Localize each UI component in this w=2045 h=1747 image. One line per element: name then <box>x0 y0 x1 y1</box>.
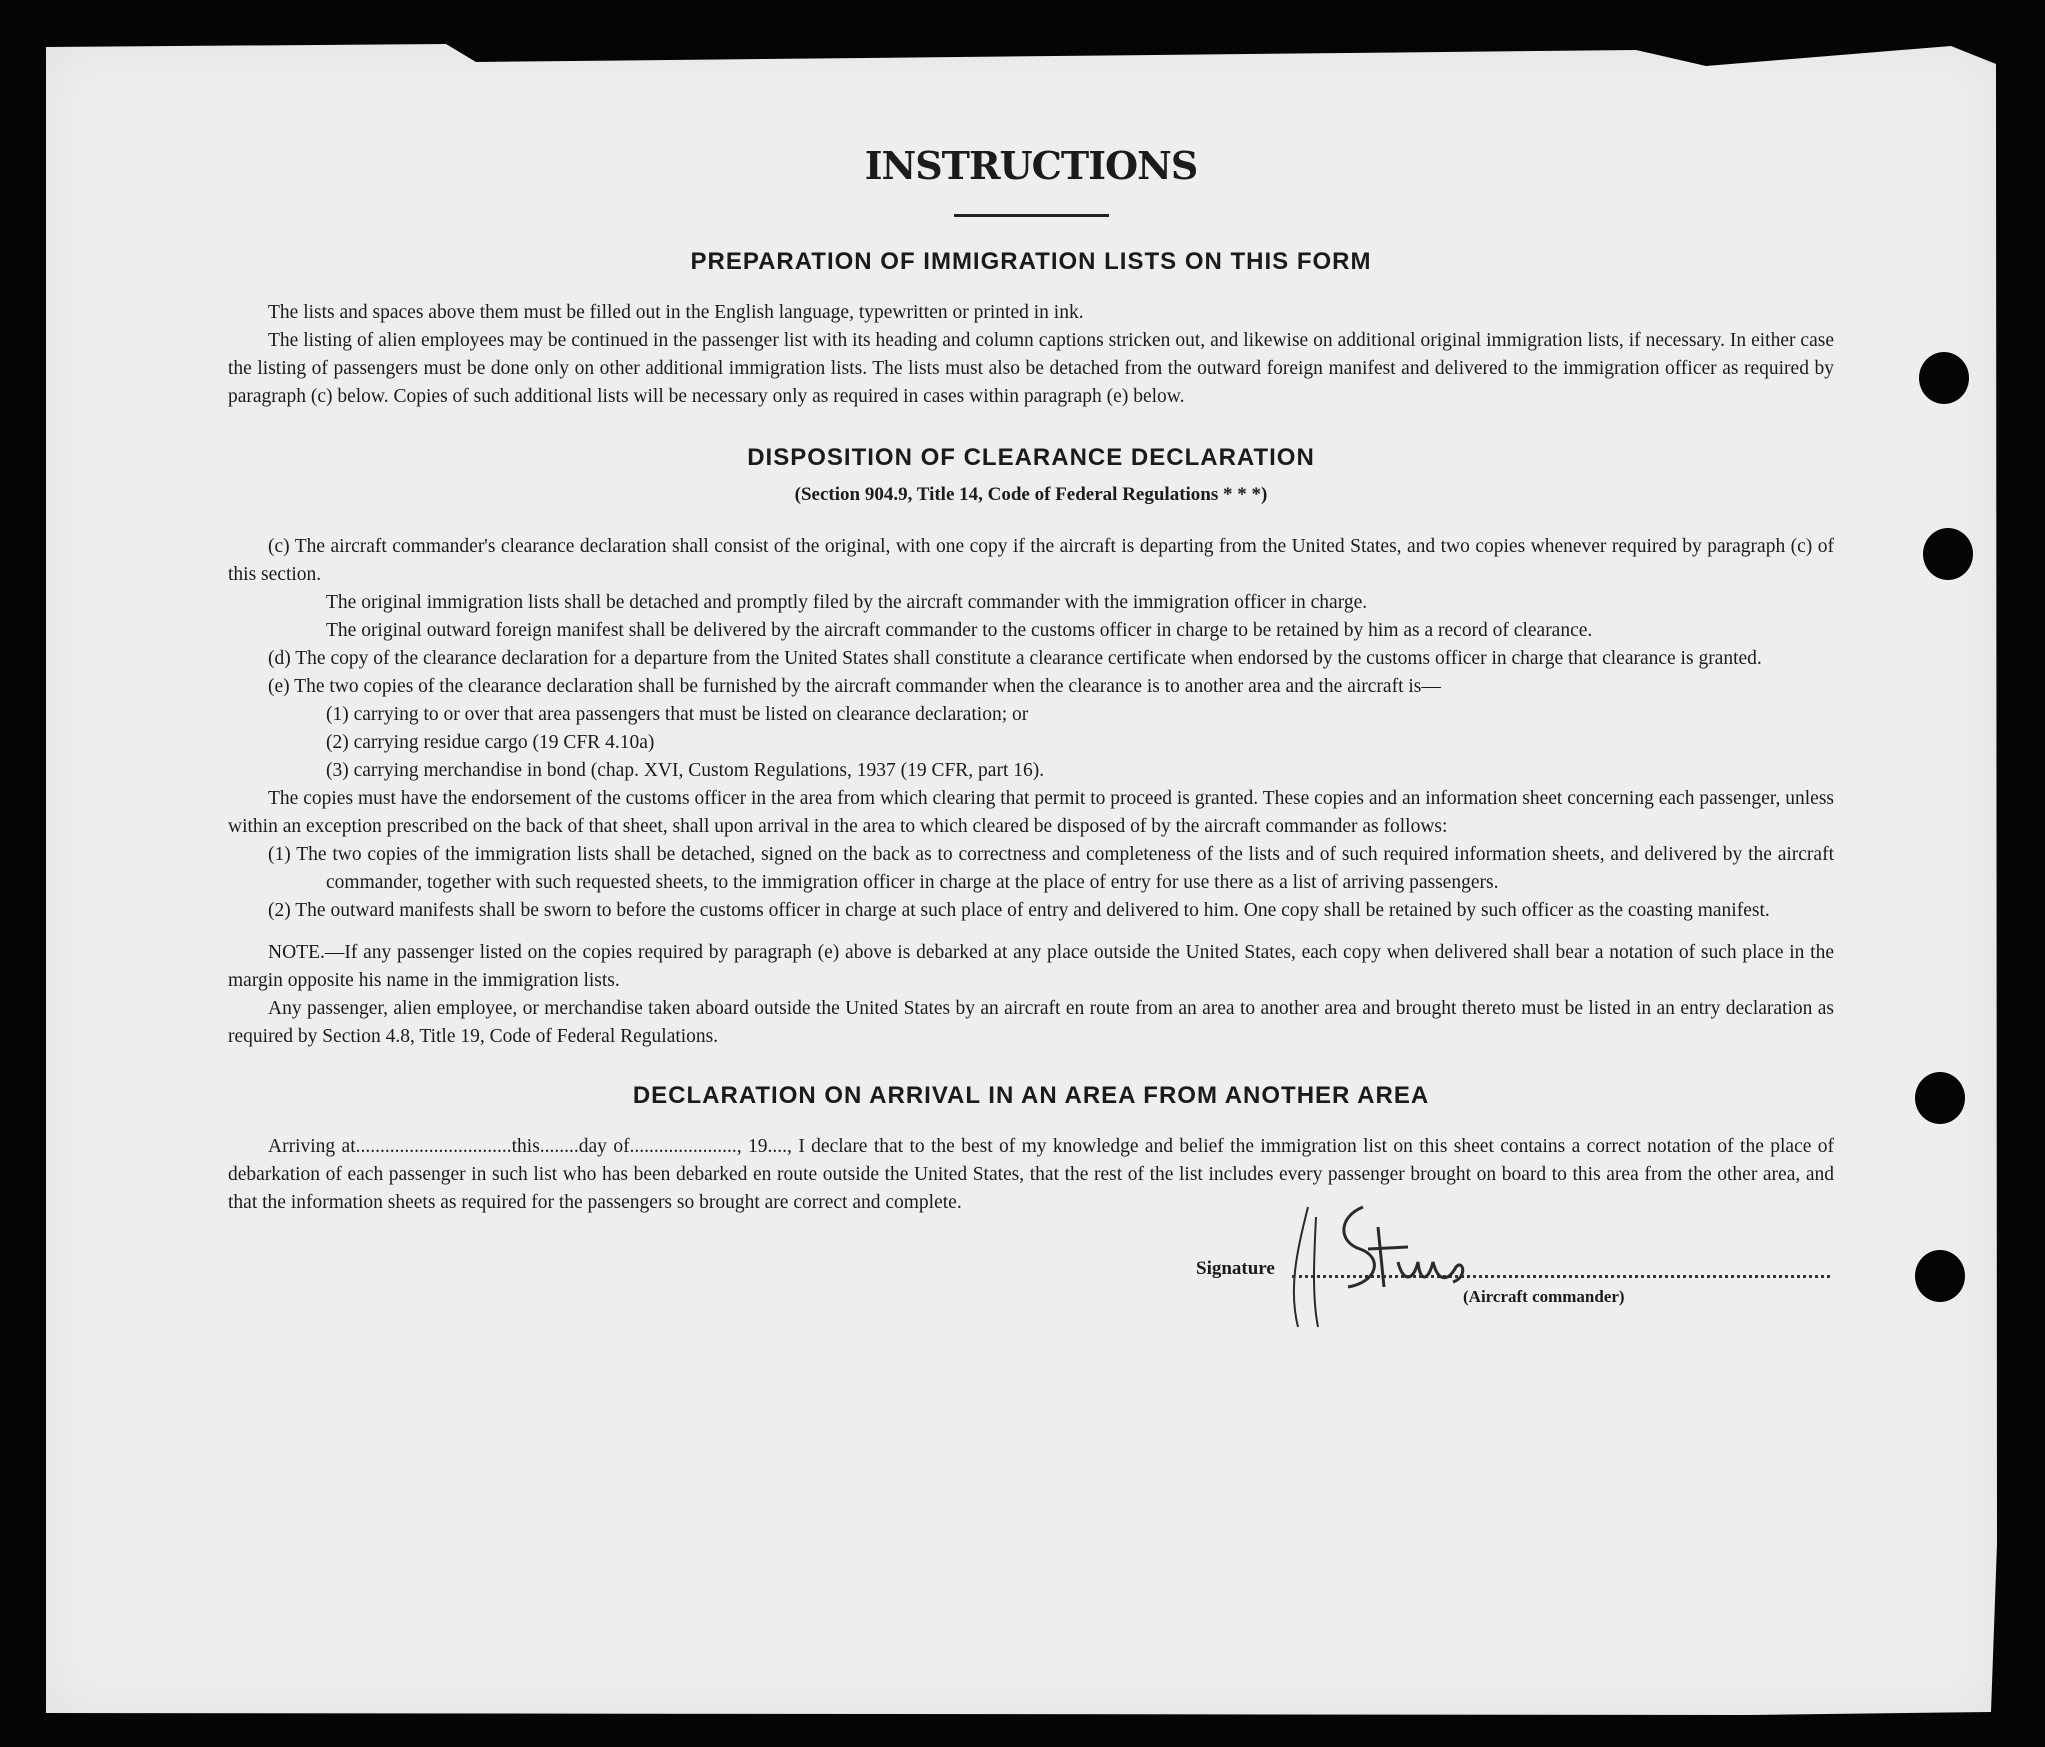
list-item-f1: (1) The two copies of the immigration lists shall be detached, signed on the back as to correctness and completeness of the lists and of such required information sheets, and delivered by the aircraft commander, together with such requested sheets, to the immigration officer in charge at the place of entry for use there as a list of arriving passengers. <box>268 844 1834 893</box>
paragraph-copies: The copies must have the endorsement of the customs officer in the area from which clearing that permit to proceed is granted. These copies and an information sheet concerning each passenger, unless within an exception prescribed on the back of that sheet, shall upon arrival in the area to which cleared be disposed of by the aircraft commander as follows: <box>228 788 1834 837</box>
signature-caption: (Aircraft commander) <box>1463 1287 1625 1306</box>
punch-hole <box>1923 528 1973 580</box>
paragraph-entry-declaration: Any passenger, alien employee, or merchandise taken aboard outside the United States by an aircraft en route from an area to another area and brought thereto must be listed in an entry declaration as required by Section 4.8, Title 19, Code of Federal Regulations. <box>228 998 1834 1047</box>
page-title: INSTRUCTIONS <box>864 143 1198 188</box>
section-heading-declaration: DECLARATION ON ARRIVAL IN AN AREA FROM ANOTHER AREA <box>632 1082 1430 1109</box>
paragraph-c-immigration: The original immigration lists shall be detached and promptly filed by the aircraft commander with the immigration officer in charge. <box>326 592 1368 613</box>
list-item-e2: (2) carrying residue cargo (19 CFR 4.10a) <box>326 732 655 753</box>
paragraph-d: (d) The copy of the clearance declaration for a departure from the United States shall constitute a clearance certificate when endorsed by the customs officer in charge that clearance is granted. <box>268 648 1762 669</box>
title-divider <box>954 214 1109 217</box>
list-item-e1: (1) carrying to or over that area passengers that must be listed on clearance declaration; or <box>326 704 1029 725</box>
section-heading-preparation: PREPARATION OF IMMIGRATION LISTS ON THIS FORM <box>690 248 1372 275</box>
declaration-paragraph: Arriving at................................this........day of......................, 19...., I declare that to the best of my knowledge and belief the immigration list on this sheet contains a correct notation of the place of debarkation of each passenger in such list who has been debarked en route outside the United States, that the rest of the list includes every passenger brought on board to this area from the other area, and that the information sheets as required for the passengers so brought are correct and complete. <box>228 1136 1834 1213</box>
section-heading-disposition: DISPOSITION OF CLEARANCE DECLARATION <box>747 444 1315 471</box>
paragraph-c: (c) The aircraft commander's clearance declaration shall consist of the original, with one copy if the aircraft is departing from the United States, and two copies whenever required by paragraph (c) of this section. <box>228 536 1834 585</box>
paragraph-e: (e) The two copies of the clearance declaration shall be furnished by the aircraft commander when the clearance is to another area and the aircraft is— <box>268 676 1441 697</box>
list-item-e3: (3) carrying merchandise in bond (chap. XVI, Custom Regulations, 1937 (19 CFR, part 16). <box>326 760 1045 781</box>
signature-block <box>228 1247 1834 1327</box>
section-subheading: (Section 904.9, Title 14, Code of Federal Regulations * * *) <box>794 484 1268 505</box>
handwritten-signature <box>1268 1187 1468 1337</box>
paragraph: The listing of alien employees may be continued in the passenger list with its heading and column captions stricken out, and likewise on additional original immigration lists, if necessary. In either case the listing of passengers must be done only on other additional immigration lists. The lists must also be detached from the outward foreign manifest and delivered to the immigration officer as required by paragraph (c) below. Copies of such additional lists will be necessary only as required in cases within paragraph (e) below. <box>228 330 1834 407</box>
list-item-f2: (2) The outward manifests shall be sworn to before the customs officer in charge at such place of entry and delivered to him. One copy shall be retained by such officer as the coasting manifest. <box>268 900 1770 921</box>
paragraph: The lists and spaces above them must be filled out in the English language, typewritten or printed in ink. <box>268 302 1084 323</box>
punch-hole <box>1915 1250 1965 1302</box>
punch-hole <box>1919 352 1969 404</box>
paragraph-c-manifest: The original outward foreign manifest shall be delivered by the aircraft commander to the customs officer in charge to be retained by him as a record of clearance. <box>326 620 1593 641</box>
signature-label: Signature <box>1196 1258 1275 1279</box>
note-paragraph: NOTE.—If any passenger listed on the copies required by paragraph (e) above is debarked at any place outside the United States, each copy when delivered shall bear a notation of such place in the margin opposite his name in the immigration lists. <box>228 942 1834 991</box>
instructions-content <box>228 132 1834 1327</box>
punch-hole <box>1915 1072 1965 1124</box>
